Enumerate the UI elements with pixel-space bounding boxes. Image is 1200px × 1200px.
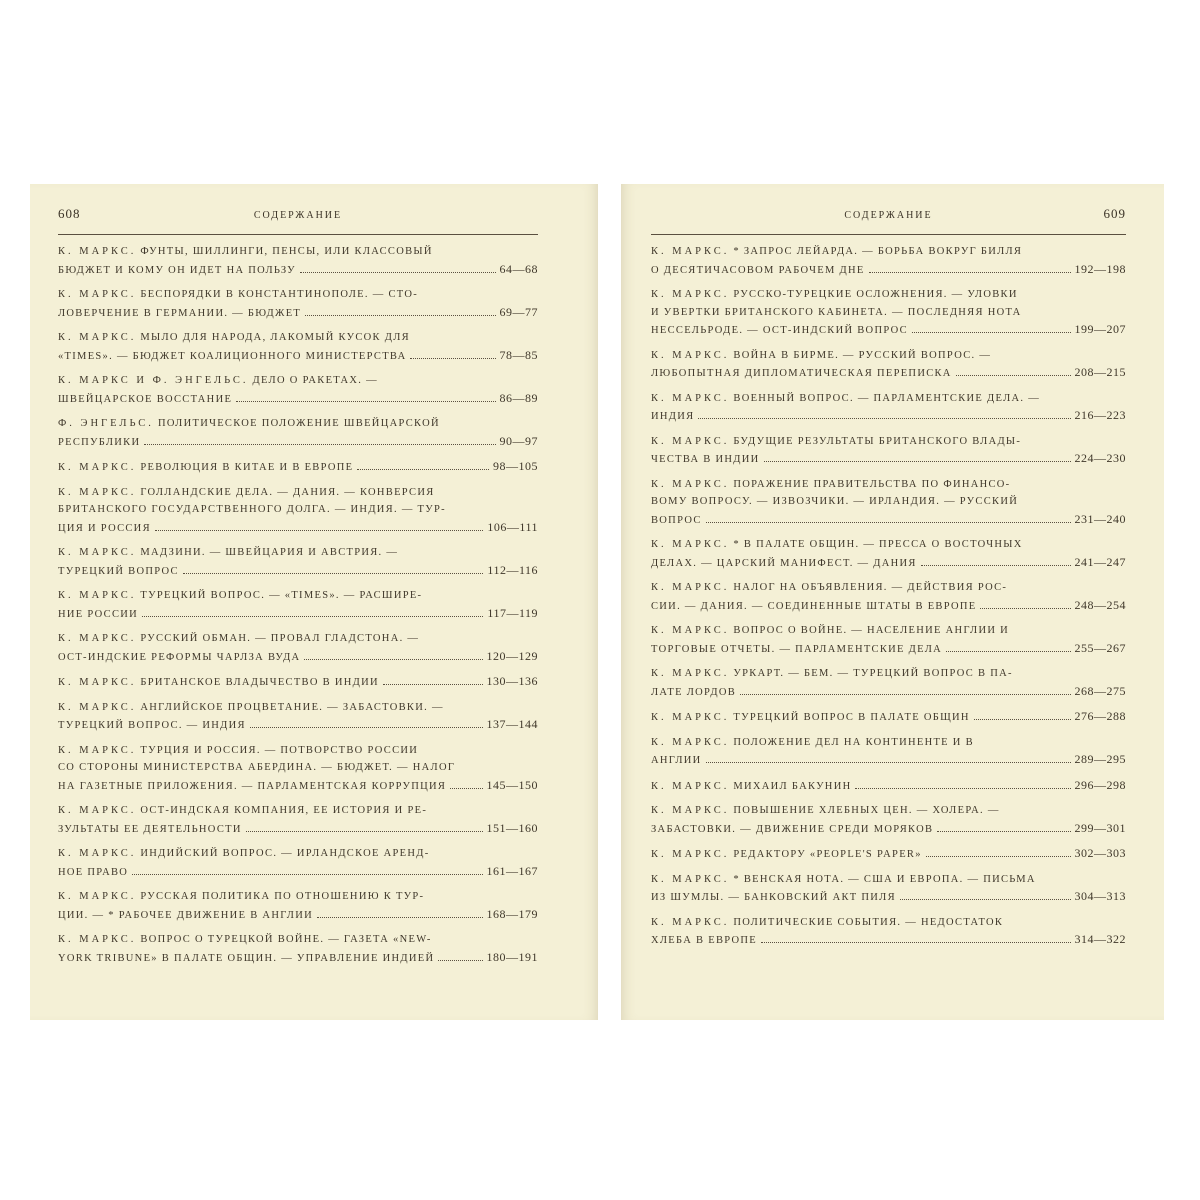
entry-title-line: БРИТАНСКОЕ ВЛАДЫЧЕСТВО В ИНДИИ — [140, 677, 379, 688]
entry-title-line: ЦИИ. — * РАБОЧЕЕ ДВИЖЕНИЕ В АНГЛИИ — [58, 909, 313, 921]
entry-pages: 106—111 — [487, 519, 538, 534]
dot-leader — [956, 366, 1071, 376]
toc-entry — [651, 914, 1126, 950]
dot-leader — [855, 779, 1070, 789]
dot-leader — [900, 890, 1071, 900]
dot-leader — [974, 710, 1071, 720]
dot-leader — [450, 779, 482, 789]
entry-pages: 90—97 — [499, 433, 538, 448]
toc-entry — [651, 734, 1126, 770]
entry-pages: 180—191 — [486, 949, 538, 964]
toc-entry — [58, 742, 538, 796]
toc-list — [651, 243, 1126, 950]
entry-pages: 69—77 — [499, 304, 538, 319]
entry-title-line: БУДУЩИЕ РЕЗУЛЬТАТЫ БРИТАНСКОГО ВЛАДЫ- — [733, 435, 1022, 447]
entry-author: К. МАРКС. — [651, 849, 730, 860]
dot-leader — [438, 951, 482, 961]
page-number: 608 — [58, 206, 81, 221]
page-number: 609 — [1103, 206, 1126, 221]
entry-title-line: ОСТ-ИНДСКАЯ КОМПАНИЯ, ЕЕ ИСТОРИЯ И РЕ- — [140, 805, 428, 816]
entry-pages: 98—105 — [493, 459, 538, 473]
entry-title-line: ВОПРОС — [651, 514, 702, 526]
dot-leader — [304, 650, 482, 660]
entry-pages: 248—254 — [1074, 597, 1126, 612]
entry-title-line: ЦИЯ И РОССИЯ — [58, 522, 151, 534]
entry-title-line: ИНДИЙСКИЙ ВОПРОС. — ИРЛАНДСКОЕ АРЕНД- — [140, 848, 430, 859]
entry-title-line: ЛЮБОПЫТНАЯ ДИПЛОМАТИЧЕСКАЯ ПЕРЕПИСКА — [651, 368, 952, 379]
toc-entry — [651, 665, 1126, 701]
entry-author: К. МАРКС. — [651, 712, 730, 723]
toc-entry — [651, 802, 1126, 838]
entry-title-line: БРИТАНСКОГО ГОСУДАРСТВЕННОГО ДОЛГА. — ИНДИЯ. — ТУР- — [58, 504, 446, 515]
entry-title-line: ГОЛЛАНДСКИЕ ДЕЛА. — ДАНИЯ. — КОНВЕРСИЯ — [140, 486, 435, 498]
dot-leader — [383, 675, 483, 685]
toc-entry — [651, 476, 1126, 530]
entry-author: К. МАРКС. — [651, 539, 730, 550]
entry-pages: 151—160 — [486, 820, 538, 835]
entry-author: К. МАРКС. — [651, 916, 730, 928]
toc-entry — [58, 673, 538, 692]
entry-title-line: ВОЙНА В БИРМЕ. — РУССКИЙ ВОПРОС. — — [733, 349, 992, 361]
entry-title-line: СО СТОРОНЫ МИНИСТЕРСТВА АБЕРДИНА. — БЮДЖЕТ. — НАЛОГ — [58, 762, 456, 773]
entry-author: К. МАРКС. — [58, 547, 137, 558]
toc-entry — [651, 433, 1126, 469]
entry-author: К. МАРКС. — [651, 289, 730, 300]
entry-pages: 120—129 — [486, 648, 538, 663]
toc-entry — [58, 544, 538, 580]
dot-leader — [926, 847, 1071, 857]
dot-leader — [305, 306, 495, 316]
dot-leader — [132, 865, 482, 875]
entry-title-line: ИНДИЯ — [651, 411, 695, 422]
entry-title-line: ВОЕННЫЙ ВОПРОС. — ПАРЛАМЕНТСКИЕ ДЕЛА. — — [733, 392, 1041, 404]
entry-title-line: ДЕЛАХ. — ЦАРСКИЙ МАНИФЕСТ. — ДАНИЯ — [651, 557, 917, 569]
entry-title-line: ШВЕЙЦАРСКОЕ ВОССТАНИЕ — [58, 393, 233, 405]
entry-author: К. МАРКС. — [58, 332, 137, 343]
dot-leader — [317, 908, 483, 918]
entry-author: К. МАРКС. — [651, 805, 730, 816]
dot-leader — [300, 263, 496, 273]
entry-pages: 216—223 — [1074, 408, 1126, 422]
entry-pages: 289—295 — [1074, 752, 1126, 766]
dot-leader — [764, 452, 1071, 462]
entry-pages: 78—85 — [499, 347, 538, 362]
entry-title-line: ПОРАЖЕНИЕ ПРАВИТЕЛЬСТВА ПО ФИНАНСО- — [733, 478, 1011, 490]
entry-title-line: «TIMES». — БЮДЖЕТ КОАЛИЦИОННОГО МИНИСТЕРСТВА — [58, 350, 407, 362]
entry-title-line: ЛОВЕРЧЕНИЕ В ГЕРМАНИИ. — БЮДЖЕТ — [58, 307, 302, 319]
entry-title-line: ФУНТЫ, ШИЛЛИНГИ, ПЕНСЫ, ИЛИ КЛАССОВЫЙ — [140, 246, 433, 257]
entry-title-line: АНГЛИИ — [651, 755, 702, 766]
entry-title-line: ПОЛОЖЕНИЕ ДЕЛ НА КОНТИНЕНТЕ И В — [733, 736, 974, 748]
toc-entry — [58, 888, 538, 924]
running-head-title: СОДЕРЖАНИЕ — [844, 210, 933, 221]
toc-entry — [58, 458, 538, 477]
header-rule — [651, 234, 1126, 235]
entry-title-line: ТОРГОВЫЕ ОТЧЕТЫ. — ПАРЛАМЕНТСКИЕ ДЕЛА — [651, 643, 943, 655]
dot-leader — [250, 718, 483, 728]
left-page — [30, 184, 598, 1020]
entry-pages: 112—116 — [487, 562, 538, 577]
entry-title-line: ОСТ-ИНДСКИЕ РЕФОРМЫ ЧАРЛЗА ВУДА — [58, 651, 301, 663]
entry-pages: 64—68 — [499, 261, 538, 276]
dot-leader — [921, 556, 1071, 566]
entry-title-line: ТУРЕЦКИЙ ВОПРОС. — ИНДИЯ — [58, 720, 246, 731]
dot-leader — [183, 564, 484, 574]
entry-author: К. МАРКС. — [651, 392, 730, 404]
entry-author: К. МАРКС. — [651, 780, 730, 792]
dot-leader — [980, 599, 1070, 609]
entry-author: К. МАРКС. — [651, 435, 730, 447]
entry-author: К. МАРКС. — [58, 848, 137, 859]
entry-title-line: И УВЕРТКИ БРИТАНСКОГО КАБИНЕТА. — ПОСЛЕДНЯЯ НОТА — [651, 306, 1022, 318]
entry-title-line: ПОВЫШЕНИЕ ХЛЕБНЫХ ЦЕН. — ХОЛЕРА. — — [733, 805, 1000, 816]
toc-entry — [58, 415, 538, 451]
dot-leader — [869, 263, 1071, 273]
toc-entry — [651, 845, 1126, 864]
dot-leader — [142, 607, 483, 617]
dot-leader — [761, 933, 1070, 943]
entry-title-line: ВОПРОС О ВОЙНЕ. — НАСЕЛЕНИЕ АНГЛИИ И — [733, 625, 1010, 636]
toc-entry — [58, 630, 538, 666]
dot-leader — [912, 323, 1071, 333]
entry-author: К. МАРКС И Ф. ЭНГЕЛЬС. — [58, 375, 249, 386]
entry-pages: 192—198 — [1074, 261, 1126, 276]
entry-title-line: НА ГАЗЕТНЫЕ ПРИЛОЖЕНИЯ. — ПАРЛАМЕНТСКАЯ КОРРУПЦИЯ — [58, 780, 447, 792]
dot-leader — [740, 685, 1070, 695]
toc-entry — [651, 243, 1126, 279]
entry-title-line: * ВЕНСКАЯ НОТА. — США И ЕВРОПА. — ПИСЬМА — [733, 873, 1036, 885]
entry-title-line: МЫЛО ДЛЯ НАРОДА, ЛАКОМЫЙ КУСОК ДЛЯ — [140, 332, 410, 343]
toc-entry — [58, 845, 538, 881]
entry-pages: 168—179 — [486, 906, 538, 921]
entry-title-line: НЕССЕЛЬРОДЕ. — ОСТ-ИНДСКИЙ ВОПРОС — [651, 325, 908, 336]
dot-leader — [155, 521, 484, 531]
dot-leader — [246, 822, 483, 832]
dot-leader — [410, 349, 495, 359]
toc-entry — [651, 777, 1126, 796]
toc-entry — [58, 931, 538, 967]
entry-title-line: АНГЛИЙСКОЕ ПРОЦВЕТАНИЕ. — ЗАБАСТОВКИ. — — [140, 701, 444, 713]
entry-author: К. МАРКС. — [651, 246, 730, 257]
entry-title-line: ПОЛИТИЧЕСКОЕ ПОЛОЖЕНИЕ ШВЕЙЦАРСКОЙ — [157, 418, 440, 429]
entry-title-line: НИЕ РОССИИ — [58, 608, 139, 620]
entry-title-line: YORK TRIBUNE» В ПАЛАТЕ ОБЩИН. — УПРАВЛЕНИЕ ИНДИЕЙ — [58, 952, 435, 964]
toc-entry — [651, 390, 1126, 426]
running-head — [651, 206, 1126, 228]
entry-title-line: * В ПАЛАТЕ ОБЩИН. — ПРЕССА О ВОСТОЧНЫХ — [733, 539, 1023, 550]
entry-pages: 304—313 — [1074, 889, 1126, 903]
dot-leader — [937, 822, 1070, 832]
toc-entry — [58, 286, 538, 322]
entry-author: К. МАРКС. — [58, 246, 137, 257]
entry-pages: 199—207 — [1074, 322, 1126, 336]
entry-author: К. МАРКС. — [58, 462, 137, 473]
entry-author: К. МАРКС. — [651, 873, 730, 885]
entry-pages: 208—215 — [1074, 365, 1126, 379]
entry-title-line: ЗАБАСТОВКИ. — ДВИЖЕНИЕ СРЕДИ МОРЯКОВ — [651, 823, 934, 835]
entry-pages: 130—136 — [486, 674, 538, 688]
entry-pages: 224—230 — [1074, 451, 1126, 465]
entry-author: К. МАРКС. — [58, 805, 137, 816]
entry-title-line: ЛАТЕ ЛОРДОВ — [651, 686, 737, 698]
entry-title-line: ТУРЕЦКИЙ ВОПРОС — [58, 565, 179, 577]
entry-author: Ф. ЭНГЕЛЬС. — [58, 418, 154, 429]
entry-title-line: МАДЗИНИ. — ШВЕЙЦАРИЯ И АВСТРИЯ. — — [140, 547, 399, 558]
entry-title-line: О ДЕСЯТИЧАСОВОМ РАБОЧЕМ ДНЕ — [651, 264, 865, 276]
entry-author: К. МАРКС. — [651, 625, 730, 636]
toc-entry — [651, 347, 1126, 383]
entry-title-line: * ЗАПРОС ЛЕЙАРДА. — БОРЬБА ВОКРУГ БИЛЛЯ — [733, 246, 1023, 257]
toc-entry — [651, 622, 1126, 658]
entry-author: К. МАРКС. — [58, 633, 137, 644]
toc-entry — [651, 286, 1126, 340]
toc-entry — [58, 372, 538, 408]
entry-pages: 296—298 — [1074, 777, 1126, 792]
entry-author: К. МАРКС. — [651, 736, 730, 748]
entry-pages: 86—89 — [499, 390, 538, 405]
entry-title-line: НОЕ ПРАВО — [58, 866, 129, 878]
entry-title-line: ЗУЛЬТАТЫ ЕЕ ДЕЯТЕЛЬНОСТИ — [58, 823, 242, 835]
entry-title-line: НАЛОГ НА ОБЪЯВЛЕНИЯ. — ДЕЙСТВИЯ РОС- — [733, 582, 1008, 593]
dot-leader — [357, 460, 489, 470]
toc-list — [58, 243, 538, 967]
entry-author: К. МАРКС. — [58, 744, 137, 756]
entry-title-line: СИИ. — ДАНИЯ. — СОЕДИНЕННЫЕ ШТАТЫ В ЕВРОПЕ — [651, 600, 977, 612]
entry-title-line: МИХАИЛ БАКУНИН — [733, 780, 852, 792]
entry-author: К. МАРКС. — [58, 677, 137, 688]
entry-pages: 161—167 — [486, 863, 538, 878]
entry-pages: 314—322 — [1074, 932, 1126, 946]
dot-leader — [144, 435, 495, 445]
entry-author: К. МАРКС. — [58, 486, 137, 498]
toc-entry — [58, 802, 538, 838]
toc-entry — [651, 579, 1126, 615]
entry-author: К. МАРКС. — [58, 289, 137, 300]
entry-title-line: ТУРЦИЯ И РОССИЯ. — ПОТВОРСТВО РОССИИ — [140, 744, 419, 756]
dot-leader — [946, 642, 1070, 652]
entry-title-line: УРКАРТ. — БЕМ. — ТУРЕЦКИЙ ВОПРОС В ПА- — [733, 668, 1013, 679]
entry-author: К. МАРКС. — [651, 668, 730, 679]
entry-title-line: РУССКО-ТУРЕЦКИЕ ОСЛОЖНЕНИЯ. — УЛОВКИ — [733, 289, 1018, 300]
header-rule — [58, 234, 538, 235]
entry-pages: 241—247 — [1074, 554, 1126, 569]
entry-author: К. МАРКС. — [58, 590, 137, 601]
toc-entry — [651, 708, 1126, 727]
entry-author: К. МАРКС. — [651, 478, 730, 490]
entry-author: К. МАРКС. — [58, 891, 137, 902]
entry-title-line: ВОПРОС О ТУРЕЦКОЙ ВОЙНЕ. — ГАЗЕТА «NEW- — [140, 934, 432, 945]
dot-leader — [698, 409, 1070, 419]
entry-title-line: РЕДАКТОРУ «PEOPLE'S PAPER» — [733, 849, 922, 860]
toc-entry — [58, 484, 538, 538]
entry-author: К. МАРКС. — [651, 582, 730, 593]
entry-title-line: ИЗ ШУМЛЫ. — БАНКОВСКИЙ АКТ ПИЛЯ — [651, 892, 896, 903]
entry-title-line: ВОМУ ВОПРОСУ. — ИЗВОЗЧИКИ. — ИРЛАНДИЯ. — РУССКИЙ — [651, 496, 1019, 507]
running-head — [58, 206, 538, 228]
entry-title-line: ДЕЛО О РАКЕТАХ. — — [252, 375, 378, 386]
toc-entry — [58, 587, 538, 623]
entry-pages: 231—240 — [1074, 511, 1126, 526]
entry-pages: 255—267 — [1074, 640, 1126, 655]
entry-title-line: ХЛЕБА В ЕВРОПЕ — [651, 935, 758, 946]
right-page — [621, 184, 1164, 1020]
entry-title-line: ПОЛИТИЧЕСКИЕ СОБЫТИЯ. — НЕДОСТАТОК — [733, 916, 1004, 928]
toc-entry — [58, 329, 538, 365]
toc-entry — [58, 243, 538, 279]
entry-author: К. МАРКС. — [58, 934, 137, 945]
entry-title-line: БЕСПОРЯДКИ В КОНСТАНТИНОПОЛЕ. — СТО- — [140, 289, 419, 300]
entry-author: К. МАРКС. — [58, 701, 137, 713]
toc-entry — [651, 871, 1126, 907]
entry-pages: 268—275 — [1074, 683, 1126, 698]
entry-pages: 299—301 — [1074, 820, 1126, 835]
entry-pages: 137—144 — [486, 717, 538, 731]
dot-leader — [706, 513, 1071, 523]
dot-leader — [706, 753, 1071, 763]
running-head-title: СОДЕРЖАНИЕ — [253, 210, 343, 221]
toc-entry — [651, 536, 1126, 572]
entry-title-line: БЮДЖЕТ И КОМУ ОН ИДЕТ НА ПОЛЬЗУ — [58, 264, 296, 276]
entry-title-line: ТУРЕЦКИЙ ВОПРОС. — «TIMES». — РАСШИРЕ- — [140, 590, 423, 601]
toc-entry — [58, 699, 538, 735]
entry-title-line: ТУРЕЦКИЙ ВОПРОС В ПАЛАТЕ ОБЩИН — [733, 712, 970, 723]
entry-title-line: РУССКИЙ ОБМАН. — ПРОВАЛ ГЛАДСТОНА. — — [140, 633, 420, 644]
entry-title-line: РЕВОЛЮЦИЯ В КИТАЕ И В ЕВРОПЕ — [140, 462, 354, 473]
entry-title-line: ЧЕСТВА В ИНДИИ — [651, 454, 760, 465]
entry-title-line: РУССКАЯ ПОЛИТИКА ПО ОТНОШЕНИЮ К ТУР- — [140, 891, 425, 902]
entry-pages: 145—150 — [486, 777, 538, 792]
dot-leader — [236, 392, 495, 402]
entry-author: К. МАРКС. — [651, 349, 730, 361]
entry-title-line: РЕСПУБЛИКИ — [58, 436, 141, 448]
entry-pages: 117—119 — [487, 605, 538, 620]
entry-pages: 276—288 — [1074, 709, 1126, 723]
entry-pages: 302—303 — [1074, 846, 1126, 860]
